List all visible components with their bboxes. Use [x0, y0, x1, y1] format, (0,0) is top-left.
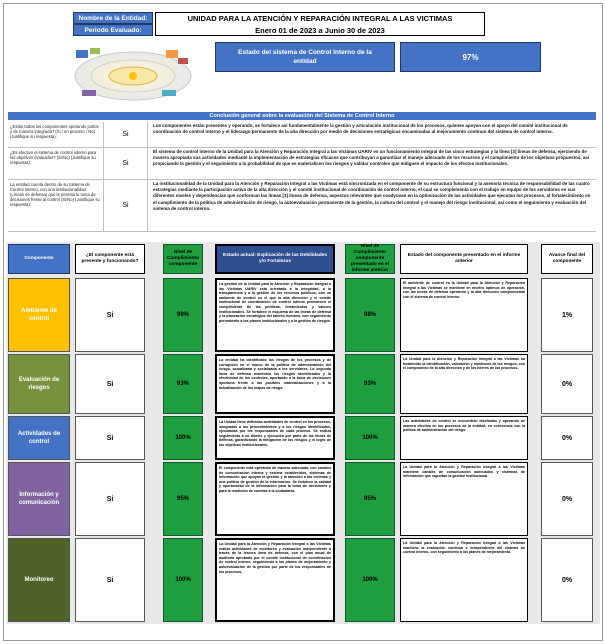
- conclusion-title: Conclusión general sobre la evaluación del Sistema de Control Interno: [8, 112, 596, 120]
- present-value: Si: [75, 354, 145, 414]
- present-value: Si: [75, 416, 145, 460]
- conclusion-text: El sistema de control interno de la Unidad para la Atención y Reparación Integral a las Víctimas UARIV es un funcionamiento integral de las cinco estrategias y la línea [3] líneas de defensa, ejerciendo de manera apropiada sus actividades mediante la implementación de estrategias eficaces que contribuyan a garantizar el manejo adecuado de los recursos y el cumplimiento de los objetivos propuestos, así propiciando la gestión y el seguimiento a la probabilidad de que se materialicen los riesgos y validar controles que mitiguen el impacto de los efectos institucionales.: [153, 149, 590, 167]
- conclusion-question: ¿Es efectivo el sistema de control interno para los objetivos evaluados? (Si/No) (Justifique su respuesta):: [10, 150, 97, 165]
- conclusion-row: [8, 148, 596, 180]
- level-value: 95%: [163, 462, 203, 536]
- control-status-label: Estado del sistema de Control Interno de la entidad: [215, 42, 395, 72]
- conclusion-answer: Si: [103, 122, 148, 147]
- period-label: Periodo Evaluado:: [73, 24, 153, 36]
- conclusion-answer: Si: [103, 180, 148, 231]
- conclusion-text: La institucionalidad de la Unidad para la Atención y Reparación Integral a las Víctimas está sincronizada en el componente de su estructura funcional y la asesoría técnica de responsabilidad de las cuatro estrategias mediante la participación activa de la alta dirección y el comité institucional de coordinación de control interno, el cual se complementa con el trabajo en equipo de los servidores en sus diferentes niveles y dependencias que conforman las líneas [3] líneas de defensa, aspectos relevantes que coadyuvan en la optimización de las actividades que ejecutan los procesos, al fortalecimiento en el cumplimiento de la política de administración de riesgo, la autoevaluación permanente de la gestión, la cultura del control y el manejo del riesgo institucional, así como el seguimiento y evaluación del sistema de control interno.: [153, 181, 591, 211]
- level-value: 100%: [163, 416, 203, 460]
- prev-level-value: 98%: [345, 278, 395, 352]
- prev-state-text: El ambiente de control en la Unidad para la Atención y Reparación Integral a las Víctimas se mantiene en niveles óptimos de operación, con las líneas de defensa operando y la alta dirección comprometida con el sistema de control interno.: [400, 278, 528, 352]
- period-value: Enero 01 de 2023 a Junio 30 de 2023: [255, 26, 385, 35]
- prev-level-value: 100%: [345, 538, 395, 622]
- prev-state-text: Las actividades de control se encuentran diseñadas y operando de manera efectiva en los procesos de la entidad, en coherencia con la política de administración del riesgo.: [400, 416, 528, 460]
- conclusion-row: [8, 180, 596, 232]
- prev-state-text: La Unidad para la Atención y Reparación Integral a las Víctimas ha fortalecido la identificación, valoración y monitoreo de los riesgos, con el compromiso de la alta dirección y de los líderes de los procesos.: [400, 354, 528, 414]
- conclusion-row: [8, 122, 596, 148]
- advance-value: 0%: [541, 416, 593, 460]
- component-informacion-comunicacion: Información y comunicación: [8, 462, 70, 536]
- entity-label: Nombre de la Entidad:: [73, 12, 153, 24]
- component-actividades-control: Actividades de control: [8, 416, 70, 460]
- current-state-text: La entidad ha identificado los riesgos de los procesos y de corrupción en el marco de la política de administración del riesgo, actualizada y socializada a los servidores. La segunda línea de defensa monitorea los riesgos identificados y la efectividad de los controles, aportando a la toma de decisiones oportuna frente a las posibles materializaciones y a la actualización de los mapas de riesgo.: [215, 354, 335, 414]
- header-prev-state: Estado del componente presentado en el informe anterior: [400, 244, 528, 274]
- present-value: Si: [75, 538, 145, 622]
- entity-name: UNIDAD PARA LA ATENCIÓN Y REPARACIÓN INTEGRAL A LAS VICTIMAS: [187, 14, 453, 23]
- current-state-text: El componente está operando de manera adecuada, con canales de comunicación interna y externa establecidos, sistemas de información que apoyan la gestión y la atención a las víctimas y una política de gestión de la información. Se fortalece la calidad y oportunidad de la información para la toma de decisiones y para la rendición de cuentas a la ciudadanía.: [215, 462, 335, 536]
- header-title-box: [155, 12, 485, 36]
- prev-level-value: 95%: [345, 462, 395, 536]
- conclusion-answer: Si: [103, 148, 148, 179]
- header-component: Componente: [8, 244, 70, 274]
- advance-value: 1%: [541, 278, 593, 352]
- level-value: 93%: [163, 354, 203, 414]
- header-prev-level: Nivel de Cumplimiento componente presentado en el informe anterior: [345, 244, 395, 274]
- current-state-text: La Unidad tiene definidas actividades de control en los procesos, integradas a los procedimientos y a los riesgos identificados, ejecutadas por los responsables de cada proceso. Se realiza seguimiento a su diseño y ejecución por parte de las líneas de defensa, garantizando la mitigación de los riesgos y el logro de los objetivos institucionales.: [215, 416, 335, 460]
- advance-value: 0%: [541, 538, 593, 622]
- component-evaluacion-riesgos: Evaluación de riesgos: [8, 354, 70, 414]
- present-value: Si: [75, 278, 145, 352]
- header-level: Nivel de Cumplimiento componente: [163, 244, 203, 274]
- prev-state-text: La Unidad para la Atención y Reparación Integral a las Víctimas mantiene canales de comunicación adecuados y sistemas de información que soportan la gestión institucional.: [400, 462, 528, 536]
- mipg-wheel-logo: [58, 42, 208, 104]
- advance-value: 0%: [541, 462, 593, 536]
- component-monitoreo: Monitoreo: [8, 538, 70, 622]
- header-advance: Avance final del componente: [541, 244, 593, 274]
- level-value: 99%: [163, 278, 203, 352]
- prev-state-text: La Unidad para la Atención y Reparación Integral a las Víctimas mantiene la evaluación continua e independiente del sistema de control interno, con seguimiento a los planes de mejoramiento.: [400, 538, 528, 622]
- advance-value: 0%: [541, 354, 593, 414]
- conclusion-question: ¿Están todos los componentes operando juntos y de manera integrada? (Si / en proceso / No) (Justifique su respuesta):: [10, 124, 99, 139]
- header-current-state: Estado actual: Explicación de las Debilidades y/o Fortalezas: [215, 244, 335, 274]
- conclusion-text: Los componentes están presentes y operando, se fortalece así fundamentalmente la gestión y articulación institucional de los procesos, quienes apoyan con el apoyo del comité institucional de coordinación de control interno y el liderazgo permanente de la alta dirección por medio de decisiones estratégicas encaminadas al mejoramiento continuo del sistema de control interno.: [153, 123, 568, 135]
- header-present: ¿El componente está presente y funcionando?: [75, 244, 145, 274]
- prev-level-value: 93%: [345, 354, 395, 414]
- component-ambiente: Ambiente de control: [8, 278, 70, 352]
- conclusion-question: La entidad cuenta dentro de su Sistema de Control Interno, con una institucionalidad (Líneas de defensa) que le permita la toma de decisiones frente al control (Si/No) (Justifique su respuesta):: [10, 182, 100, 207]
- level-value: 100%: [163, 538, 203, 622]
- present-value: Si: [75, 462, 145, 536]
- current-state-text: La gestión de la Unidad para la Atención y Reparación Integral a las Víctimas UARIV está orientada a la integridad, a la transparencia y a la gestión de los recursos públicos, con un ambiente de control en el que la alta dirección y el comité institucional de coordinación de control interno promueven el cumplimiento de las políticas, lineamientos y valores institucionales. Se fortalece el esquema de las líneas de defensa y la planeación estratégica del talento humano, con seguimiento permanente a los planes institucionales y a la gestión de riesgos.: [215, 278, 335, 352]
- prev-level-value: 100%: [345, 416, 395, 460]
- current-state-text: La Unidad para la Atención y Reparación Integral a las Víctimas realiza actividades de monitoreo y evaluación independiente a través de la tercera línea de defensa, con el plan anual de auditoría aprobado por el comité institucional de coordinación de control interno, seguimiento a los planes de mejoramiento y autoevaluación de la gestión por parte de los responsables de los procesos.: [215, 538, 335, 622]
- control-status-value: 97%: [400, 42, 541, 72]
